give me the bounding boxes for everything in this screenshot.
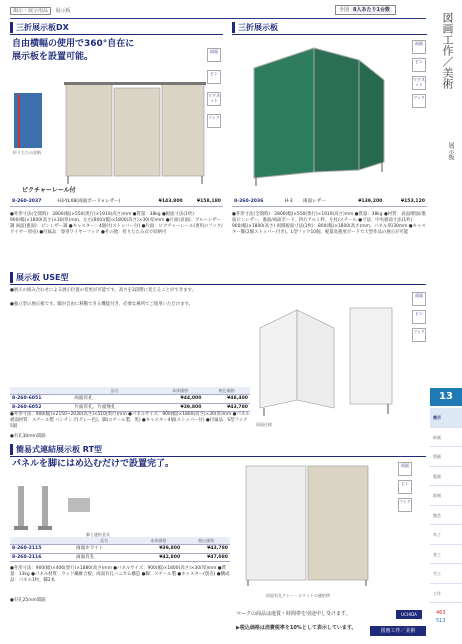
side-index-item[interactable]: 展示 [430,408,462,428]
price-table-3fold [232,198,427,207]
side-title: 図画工作／美術 [441,12,454,89]
side-index-item[interactable]: 工作 [430,584,462,604]
col-price-base: 本体価格 [157,387,204,395]
side-index-menu [430,408,462,603]
page-ref-1[interactable]: 463 [436,610,446,616]
price-tax: ¥43,780 [182,545,230,554]
tag-magnet: マグネット [412,76,426,90]
price-table-dx [10,198,223,207]
side-index-item[interactable]: 金工 [430,545,462,565]
product-code: 8-260-6052 [10,403,72,412]
product-name: 片面有孔、片面無孔 [72,403,157,412]
tag-both: 両面 [207,48,221,62]
product-image-rt [236,460,396,590]
price-tax: ¥153,120 [384,198,427,206]
table-row [10,553,230,562]
category-label: 掲示・展示用品 [10,7,51,15]
col-code [10,387,72,395]
product-code: 8-260-2036 [232,198,283,206]
lead-line-1: 自由横幅の使用で360°自在に [12,39,135,49]
quantity-chip [335,5,396,15]
product-name: H-3 [283,198,301,206]
price-base: ¥143,800 [147,198,185,206]
spec-note-3fold: ●外形寸法(全開時)：2800(幅)×550(奥行)×1910(高さ)mm ●質量：38kg ●材質：表面/側面/裏面ピンレザー、裏面/両面ボード、四方アルミ枠、左柱/スチール ●寸法：中央板面寸法(1枚)：900(幅)×1800(高さ) 両側板面寸法(1枚)：800(幅)×1800(高さ)mm、パネル厚/30mm ●キャスター脚(2個ストッパー付き)、L型フック10個、軽量高強度ボードで大型作品の展示が可能 [232,212,426,235]
tag-pin: ピン [412,58,426,72]
chip-label: 全国 [339,7,350,13]
section-title-3fold: 三折展示板 [232,22,278,33]
tag-hook: フック [207,114,221,128]
lead-line-2: 展示板を設置可能。 [12,52,94,62]
product-code: 8-260-6051 [10,395,72,404]
caption-legs: 脚と連結金具 [86,532,110,537]
side-subtitle: 展示板 [447,142,454,160]
product-name: 両面有孔 [72,395,157,404]
section-lead [12,38,212,64]
price-table-use [10,387,250,412]
footer-book-label: 図画工作／美術 [370,626,426,636]
chapter-number: 13 [430,388,462,406]
tag-both: 両面 [412,40,426,54]
product-image-green [234,40,394,190]
price-base: ¥139,200 [342,198,385,206]
tag-pin: ピン [398,480,412,494]
title-text: 展示板 USE型 [16,273,69,282]
col-price-tax: 税込価格 [182,537,230,545]
section-title-rt [10,444,102,455]
chip-value: 8人あたり1台数 [353,7,390,13]
title-text: 簡易式連結展示板 RT型 [16,445,103,454]
product-code: 8-260-2115 [10,545,74,554]
product-image-dx [12,78,207,188]
product-name: H3-YLX8(両面ボード×レザー) [55,198,146,206]
table-row [10,395,250,404]
product-name: 両面ホワイト [74,545,134,554]
caption-folded: 折りたたみ収納 [13,150,41,155]
side-index-item[interactable]: 図画 [430,447,462,467]
footnote-use: ●有孔30mm間隔 [10,434,46,439]
col-price-base: 本体価格 [134,537,182,545]
product-image-legs [12,478,102,540]
table-row [232,198,427,206]
price-tax: ¥43,780 [203,403,250,412]
side-index-item[interactable]: 版画 [430,467,462,487]
tag-pin: ピン [412,310,426,324]
product-image-use [252,300,402,418]
col-name: 品名 [74,537,134,545]
tag-pin: ピン [207,70,221,84]
price-base: ¥42,800 [134,553,182,562]
tag-hook: フック [412,94,426,108]
price-base: ¥44,000 [157,395,204,404]
spec-note-dx: ●外形寸法(全開時)：2800(幅)×550(奥行)×1910(高さ)mm ●質量：38kg ●板面寸法(1枚)：900(幅)×1800(高さ)×30(厚)mm、左右(800)(幅)×1800(高さ)×30(厚)mm ●片面(表面)：ブルーレザー調 両面(裏面)：ピンレザー調 ●キャスター：4個付(ストッパー付) ●片面：ピクチャーレール(専用のフック/ワイヤー別売) ●付属品：専用ワイヤーフック ●その他：折りたたみ式で収納可 [10,212,223,235]
note-use-2: ●独立型の展示板です。脚が自由に移動できる機能付き、必要な場所でご使用いただけます。 [10,302,193,307]
price-tax: ¥48,400 [203,395,250,404]
side-index-item[interactable]: 木工 [430,525,462,545]
footnote-rt: ●有孔25mm間隔 [10,598,46,603]
tag-both: 両面 [412,292,426,306]
top-rule [10,18,426,19]
tag-both: 両面 [398,462,412,476]
price-tax: ¥47,080 [182,553,230,562]
product-code: 8-260-2037 [10,198,55,206]
table-row [10,545,230,554]
caption-use: 両面仕様 [256,422,272,427]
price-base: ¥39,800 [134,545,182,554]
side-index-item[interactable]: 彫刻 [430,486,462,506]
col-code [10,537,74,545]
col-price-tax: 税込価格 [203,387,250,395]
section-title-use [10,272,69,283]
section-lead-rt: パネルを脚にはめ込むだけで設置完了。 [12,459,175,469]
spec-note-rt: ●外形寸法：900(幅)×406(奥行)×1880(高さ)mm ●パネルサイズ：900(幅)×1800(高さ)×30(厚)mm ●質量：13kg ●パネル材質：ウッド繊維合板、両面有孔ハニカム構造 ●脚：スチール製 ●キャスター(別売) ●構成品：パネル1枚、脚2本 [10,566,230,583]
side-index-item[interactable]: 陶芸 [430,506,462,526]
section-bar [232,34,427,35]
caption-rt: 両面有孔グレー・ホワイトの連結例 [266,593,330,598]
sublabel-rail: ピクチャーレール付 [22,187,76,194]
subcategory-label: 展示板 [55,8,71,14]
price-base: ¥39,800 [157,403,204,412]
product-name: 両面有孔 [74,553,134,562]
tag-magnet: マグネット [207,92,221,106]
spec-note-use: ●外形寸法：900(幅)×2150~2030(高さ)×510(奥行)mm ●パネルサイズ：900(幅)×1800(高さ)×30(厚)mm ●パネル板面材質：スチール製 パンチング(グレー色)、脚(スチール製、黒) ●キャスター4個(ストッパー付) ●付属品：S型フック5個 [10,412,250,429]
price-tax: ¥158,180 [185,198,223,206]
price-table-rt [10,537,230,562]
page-ref-2[interactable]: 513 [436,618,446,624]
side-index-item[interactable]: 絵画 [430,428,462,448]
side-index-item[interactable]: 竹工 [430,564,462,584]
tag-hook: フック [398,498,412,512]
table-header [10,387,250,395]
product-code: 8-260-2116 [10,553,74,562]
brand-logo: UCHIDA [396,610,422,619]
table-header [10,537,230,545]
section-bar [10,34,223,35]
section-title-dx: 三折展示板DX [10,22,69,33]
product-variant: 両面レザー [301,198,342,206]
category-breadcrumb [10,7,71,15]
tag-hook: フック [412,328,426,342]
footer-tax-note: ▶税込価格は消費税率を10%として表示しています。 [236,625,357,631]
footer-mark-note: マークの商品は運賃・時間帯を別途申し受けます。 [236,611,351,617]
col-name: 品名 [72,387,157,395]
section-bar [10,284,426,285]
note-use-1: ●展示の組み合わせによる展示位置の変更が可能です。高さを2段階に変えることができます。 [10,288,196,293]
table-row [10,403,250,412]
table-row [10,198,223,206]
